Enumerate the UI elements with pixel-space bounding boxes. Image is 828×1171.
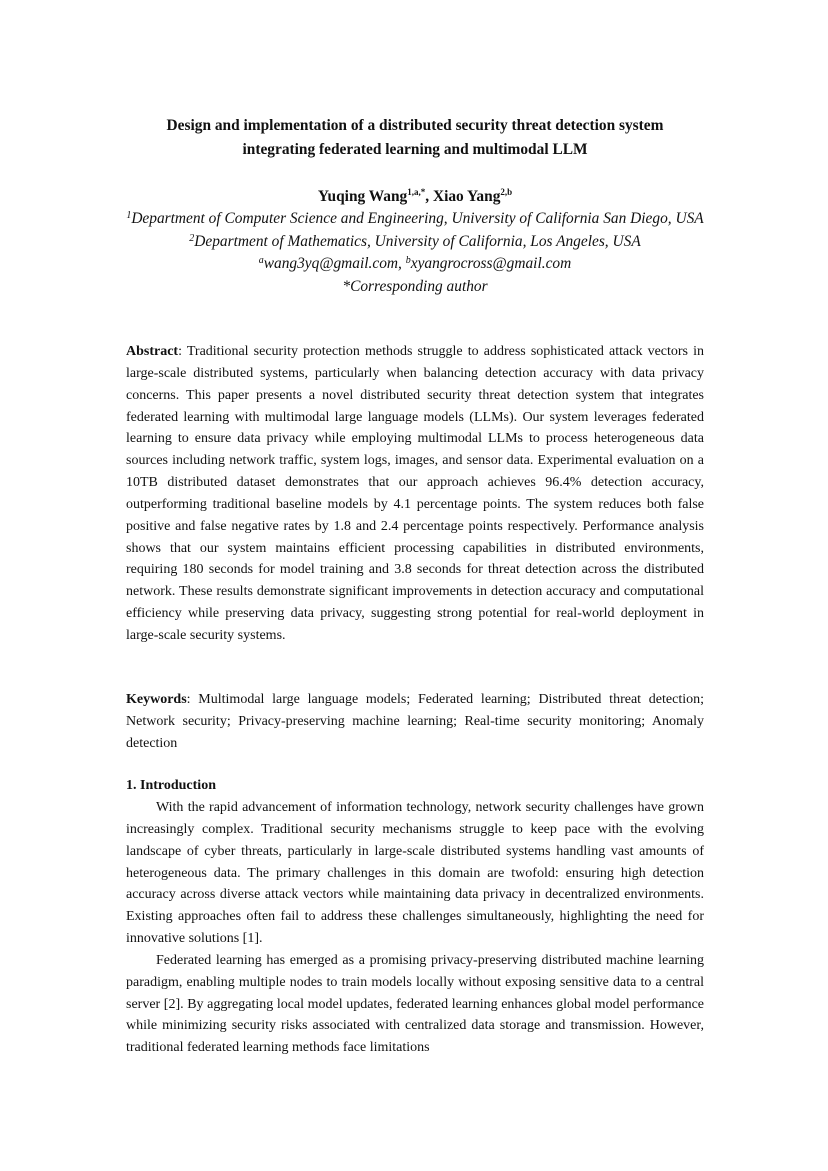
corresponding-author-note: *Corresponding author bbox=[342, 277, 488, 295]
author-1-name: Yuqing Wang bbox=[317, 188, 408, 205]
introduction-paragraph-2: Federated learning has emerged as a promising privacy-preserving distributed machine learning paradigm, enabling multiple nodes to train models locally without exposing sensitive data to a central server [2]. By aggregating local model updates, federated learning enhances global model performance while minimizing security risks associated with centralized data storage and transmission. However, traditional federated learning methods face limitations bbox=[126, 952, 704, 1056]
author-separator: , bbox=[425, 188, 433, 205]
section-heading-introduction: 1. Introduction bbox=[126, 778, 216, 793]
paper-title bbox=[126, 114, 704, 162]
affiliation-2 bbox=[126, 231, 704, 254]
abstract-text: : Traditional security protection methods struggle to address sophisticated attack vectors in large-scale distributed systems, particularly when balancing detection accuracy with data privacy concerns. This paper presents a novel distributed security threat detection system that integrates federated learning with multimodal large language models (LLMs). Our system leverages federated learning to ensure data privacy while employing multimodal LLMs to process heterogeneous data sources including network traffic, system logs, images, and sensor data. Experimental evaluation on a 10TB distributed dataset demonstrates that our approach achieves 96.4% detection accuracy, outperforming traditional baseline models by 4.1 percentage points. The system reduces both false positive and false negative rates by 1.8 and 2.4 percentage points respectively. Performance analysis shows that our system maintains efficient processing capabilities in distributed environments, requiring 180 seconds for model training and 3.8 seconds for threat detection across the distributed network. These results demonstrate significant improvements in detection accuracy and computational efficiency while preserving data privacy, suggesting strong potential for real-world deployment in large-scale security systems. bbox=[126, 344, 704, 643]
affiliations bbox=[126, 208, 704, 298]
introduction-body bbox=[126, 797, 704, 1059]
keywords-paragraph bbox=[126, 689, 704, 755]
email-b: xyangrocross@gmail.com bbox=[410, 255, 572, 273]
affiliation-1-marker: 1 bbox=[126, 210, 132, 221]
affiliation-1-text: Department of Computer Science and Engineering, University of California San Diego, USA bbox=[131, 210, 704, 227]
affiliation-1 bbox=[126, 208, 704, 231]
email-b-marker: b bbox=[405, 255, 411, 267]
keywords-text: : Multimodal large language models; Federated learning; Distributed threat detection; Network security; Privacy-preserving machine learning; Real-time security monitoring; Anomaly detection bbox=[126, 692, 704, 751]
abstract-paragraph bbox=[126, 341, 704, 647]
affiliation-2-text: Department of Mathematics, University of California, Los Angeles, USA bbox=[194, 232, 641, 250]
keywords-label: Keywords bbox=[126, 692, 187, 707]
author-1-affil-marker: 1,a,* bbox=[407, 187, 426, 197]
email-a: wang3yq@gmail.com, bbox=[263, 255, 406, 273]
introduction-paragraph-1: With the rapid advancement of information technology, network security challenges have grown increasingly complex. Traditional security mechanisms struggle to keep pace with the evolving landscape of cyber threats, particularly in large-scale distributed systems handling vast amounts of heterogeneous data. The primary challenges in this domain are twofold: ensuring high detection accuracy across diverse attack vectors while maintaining data privacy in decentralized environments. Existing approaches often fail to address these challenges simultaneously, highlighting the need for innovative solutions [1]. bbox=[126, 800, 704, 947]
author-list bbox=[126, 186, 704, 208]
title-line-2: integrating federated learning and multimodal LLM bbox=[242, 141, 588, 158]
author-emails bbox=[126, 253, 704, 276]
abstract-label: Abstract bbox=[126, 344, 179, 359]
affiliation-2-marker: 2 bbox=[189, 232, 195, 244]
author-2-affil-marker: 2,b bbox=[500, 187, 513, 197]
email-a-marker: a bbox=[258, 255, 264, 267]
title-line-1: Design and implementation of a distributed security threat detection system bbox=[166, 117, 664, 134]
author-2-name: Xiao Yang bbox=[432, 188, 501, 205]
